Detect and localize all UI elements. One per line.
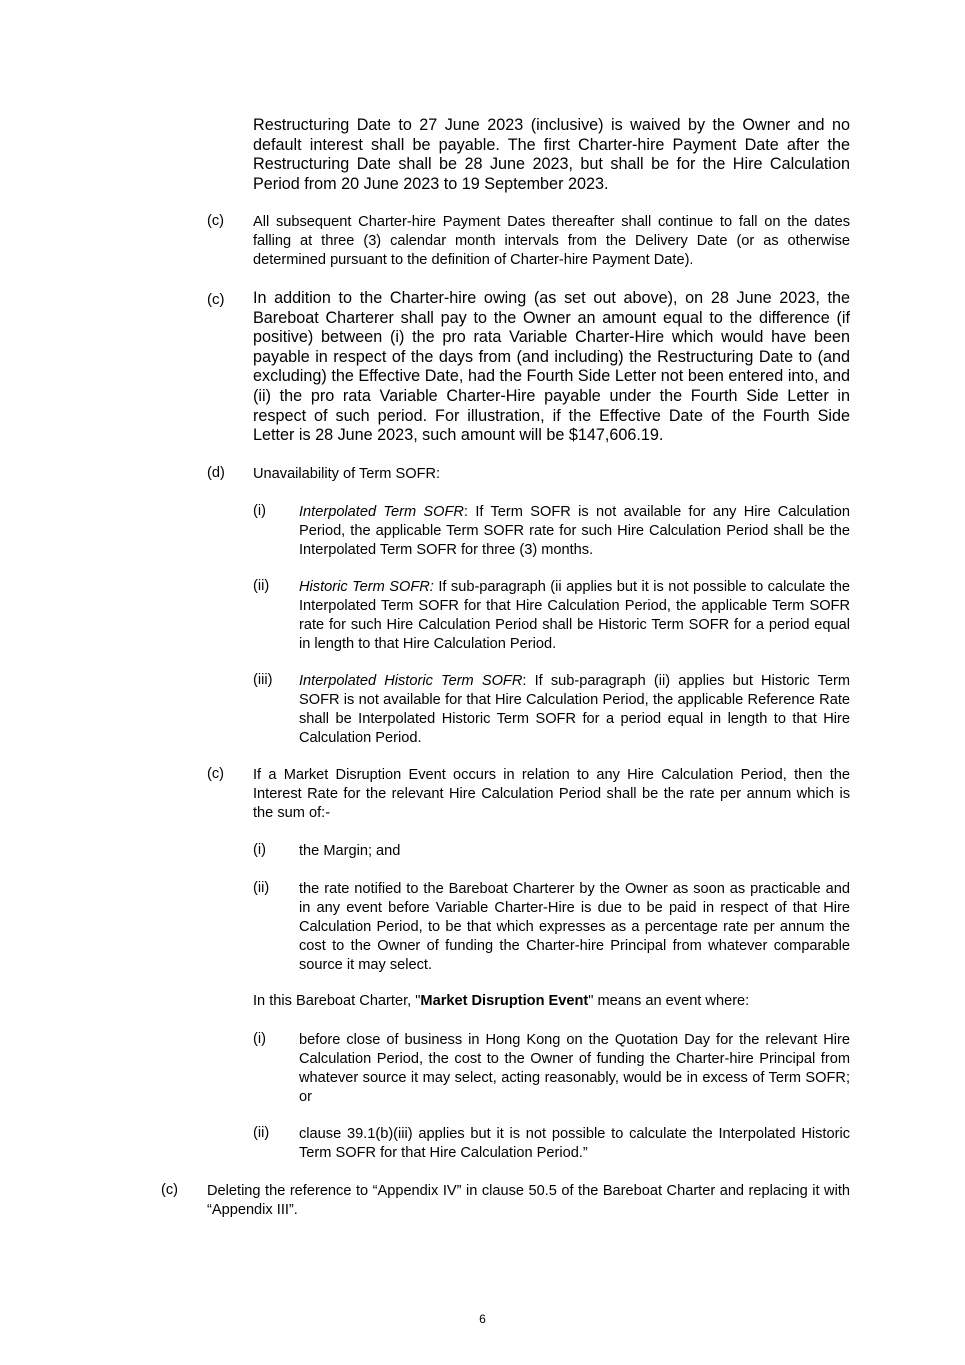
clause-unavailability-heading: Unavailability of Term SOFR: — [253, 466, 441, 482]
sub-label-d-ii: (ii) — [253, 578, 270, 594]
sub-notified-rate: the rate notified to the Bareboat Charterer by the Owner as soon as practicable and in any event before Variable Charter-Hire is due to be paid in respect of that Hire Calculation Period, to be that which expresses as a percentage rate per annum the cost to the Owner of funding the Charter-hire Principal from whatever comparable source it may select. — [299, 881, 850, 973]
sub-label-c-ii: (ii) — [253, 880, 270, 896]
sub-title: Historic Term SOFR: — [299, 579, 434, 595]
sub-title: Interpolated Term SOFR — [299, 504, 464, 520]
clause-market-disruption: If a Market Disruption Event occurs in relation to any Hire Calculation Period, then the Interest Rate for the relevant Hire Calculation Period shall be the rate per annum which is the sum of:- — [253, 767, 850, 821]
sub-clause-39: clause 39.1(b)(iii) applies but it is not possible to calculate the Interpolated Historic Term SOFR for that Hire Calculation Period.” — [299, 1126, 850, 1161]
sub-interpolated-historic-term-sofr: Interpolated Historic Term SOFR: If sub-paragraph (ii) applies but Historic Term SOFR is not available for that Hire Calculation Period, the applicable Reference Rate shall be Interpolated Historic Term SOFR for a period equal in length to that Hire Calculation Period. — [299, 673, 851, 746]
sub-margin: the Margin; and — [299, 843, 401, 859]
clause-label-c-additional: (c) — [207, 291, 225, 308]
sub-label-c-i: (i) — [253, 842, 266, 858]
sub-historic-term-sofr: Historic Term SOFR: If sub-paragraph (ii applies but it is not possible to calculate the Interpolated Term SOFR for that Hire Calculation Period, the applicable Term SOFR rate for such Hire Calculation Period shall be Historic Term SOFR for a period equal in length to that Hire Calculation Period. — [299, 579, 850, 652]
market-disruption-definition: In this Bareboat Charter, "Market Disruption Event" means an event where: — [253, 993, 750, 1009]
clause-label-c-subsequent: (c) — [207, 213, 225, 229]
clause-label-d: (d) — [207, 465, 225, 481]
sub-label-mde-ii: (ii) — [253, 1125, 270, 1141]
clause-subsequent-payment-dates: All subsequent Charter-hire Payment Dates thereafter shall continue to fall on the dates falling at three (3) calendar month intervals from the Delivery Date (or as otherwise determined pursuant to the definition of Charter-hire Payment Date). — [253, 214, 850, 268]
paragraph-restructuring: Restructuring Date to 27 June 2023 (inclusive) is waived by the Owner and no default interest shall be payable. The first Charter-hire Payment Date after the Restructuring Date shall be 28 June 2023, but shall be for the Hire Calculation Period from 20 June 2023 to 19 September 2023. — [253, 116, 850, 193]
sub-interpolated-term-sofr: Interpolated Term SOFR: If Term SOFR is not available for any Hire Calculation Period, the applicable Term SOFR rate for such Hire Calculation Period shall be the Interpolated Term SOFR for three (3) months. — [299, 504, 850, 558]
clause-label-c-market: (c) — [207, 766, 225, 782]
sub-label-d-iii: (iii) — [253, 672, 273, 688]
sub-title: Interpolated Historic Term SOFR — [299, 673, 523, 689]
sub-label-d-i: (i) — [253, 503, 266, 519]
clause-additional-payment: In addition to the Charter-hire owing (as set out above), on 28 June 2023, the Bareboat Charterer shall pay to the Owner an amount equal to the difference (if positive) between (i) the pro rata Variable Charter-Hire which would have been payable in respect of the days from (and including) the Restructuring Date to (and excluding) the Effective Date, had the Fourth Side Letter not been entered into, and (ii) the pro rata Variable Charter-Hire payable under the Fourth Side Letter in respect of such period. For illustration, if the Effective Date of the Fourth Side Letter is 28 June 2023, such amount will be $147,606.19. — [253, 289, 850, 445]
clause-label-outer-c: (c) — [161, 1182, 179, 1198]
sub-close-of-business: before close of business in Hong Kong on the Quotation Day for the relevant Hire Calculation Period, the cost to the Owner of funding the Charter-hire Principal from whatever source it may select, acting reasonably, would be in excess of Term SOFR; or — [299, 1032, 850, 1105]
page-number: 6 — [479, 1312, 486, 1326]
sub-label-mde-i: (i) — [253, 1031, 266, 1047]
clause-appendix-replacement: Deleting the reference to “Appendix IV” in clause 50.5 of the Bareboat Charter and replacing it with “Appendix III”. — [207, 1183, 850, 1218]
defined-term: Market Disruption Event — [420, 993, 589, 1009]
